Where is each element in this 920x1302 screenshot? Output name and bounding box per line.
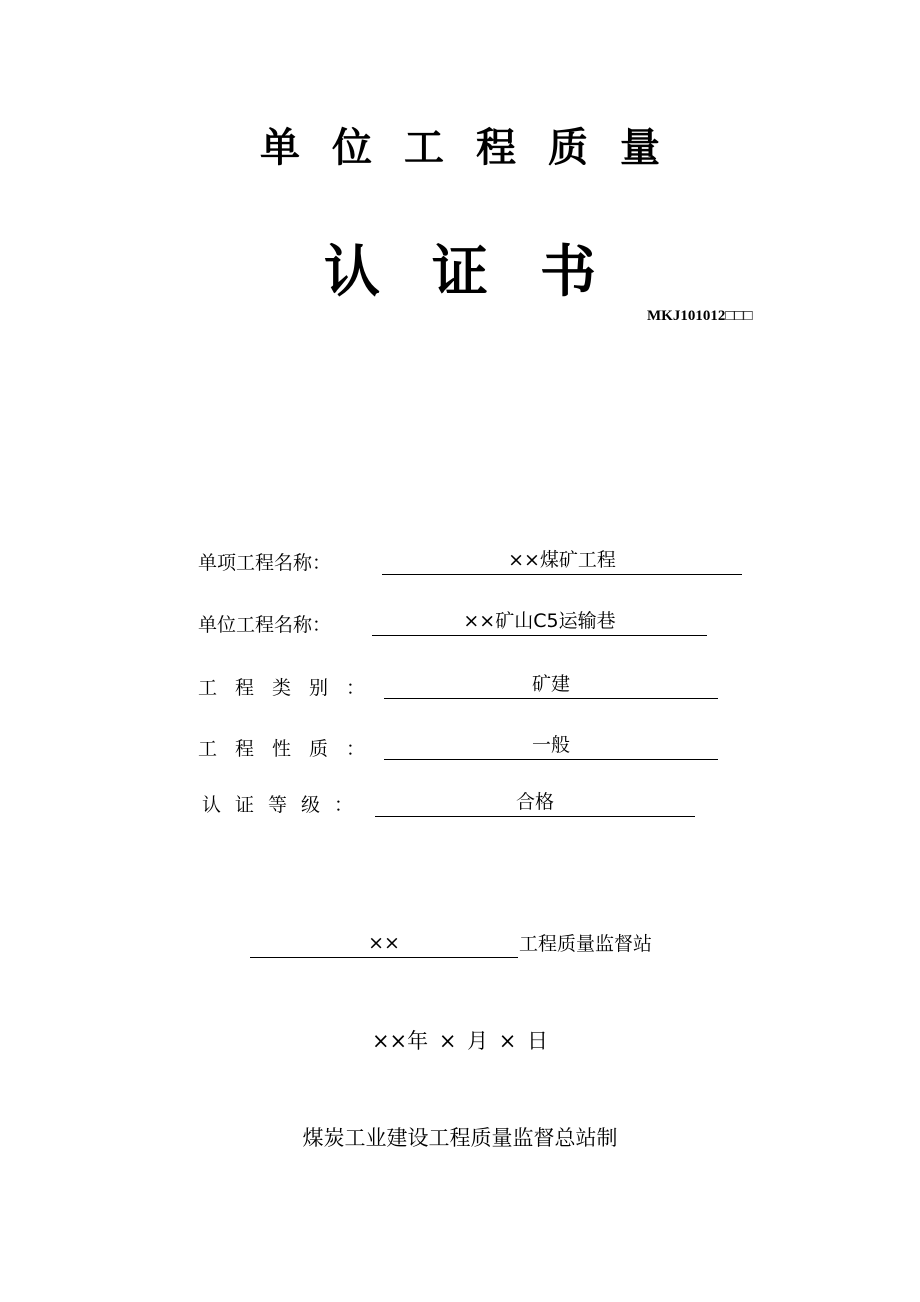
field-value-single-project-name: ××煤矿工程	[382, 546, 742, 575]
field-label-single-project-name: 单项工程名称：	[198, 552, 332, 574]
field-label-project-nature: 工程性质：	[198, 738, 384, 760]
field-value-unit-project-name: ××矿山C5运输巷	[372, 607, 707, 636]
certificate-title-line2: 认证书	[324, 239, 648, 305]
field-label-project-category: 工程类别：	[198, 677, 384, 699]
issue-date: ××年 × 月 × 日	[371, 1029, 549, 1053]
certificate-title-line1: 单位工程质量	[260, 124, 692, 171]
field-label-unit-project-name: 单位工程名称：	[198, 614, 332, 636]
supervision-station-suffix: 工程质量监督站	[519, 933, 653, 955]
field-label-certification-grade: 认证等级：	[202, 794, 368, 816]
field-value-project-category: 矿建	[384, 670, 718, 699]
field-value-project-nature: 一般	[384, 731, 718, 760]
field-value-certification-grade: 合格	[375, 788, 695, 817]
issuer-footer: 煤炭工业建设工程质量监督总站制	[302, 1126, 618, 1150]
document-code: MKJ101012□□□	[647, 308, 753, 324]
supervision-station-name: ××	[250, 929, 518, 958]
